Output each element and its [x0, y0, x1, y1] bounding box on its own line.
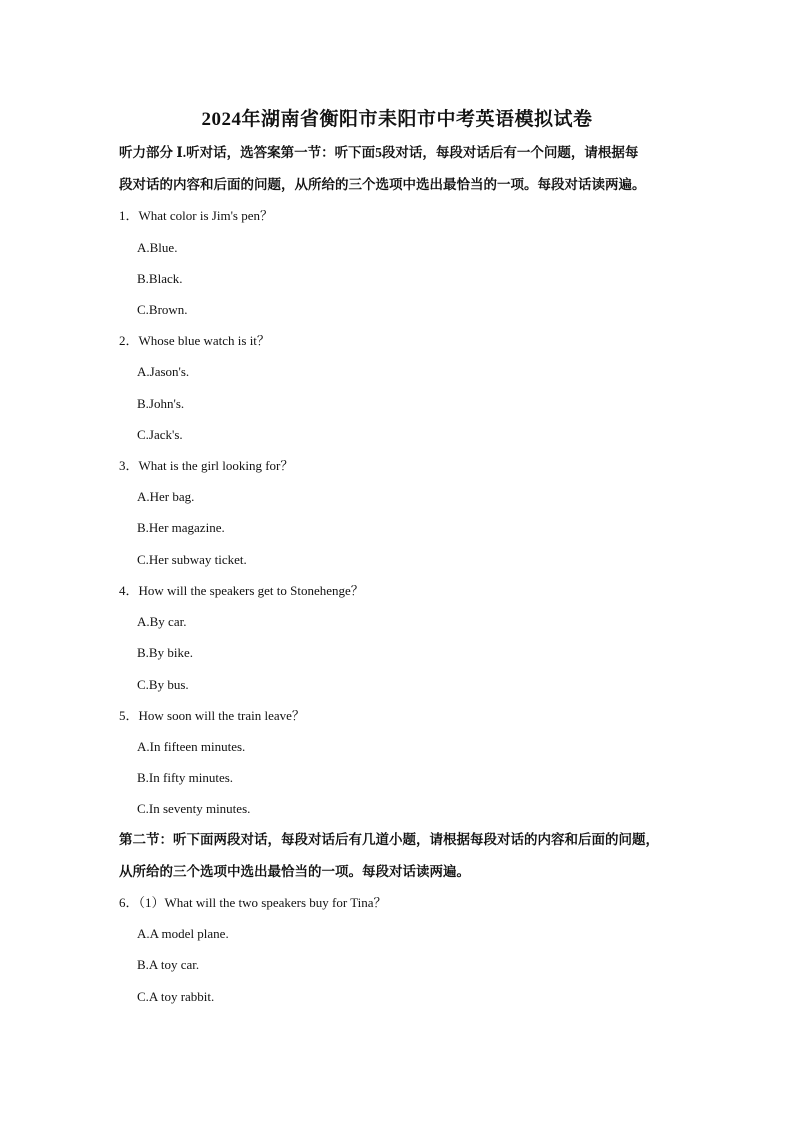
question-6-option-a: A.A model plane.	[137, 926, 229, 941]
question-3-option-b: B.Her magazine.	[137, 520, 225, 535]
section1-intro-line1: 听力部分 Ⅰ.听对话，选答案第一节：听下面5段对话，每段对话后有一个问题，请根据每	[119, 145, 639, 160]
question-4: 4．How will the speakers get to Stonehenge？	[119, 583, 364, 598]
question-5: 5．How soon will the train leave？	[119, 708, 305, 723]
page-title: 2024年湖南省衡阳市耒阳市中考英语模拟试卷	[201, 109, 593, 130]
question-5-option-c: C.In seventy minutes.	[137, 801, 251, 816]
question-2-option-b: B.John's.	[137, 396, 185, 411]
question-2-option-a: A.Jason's.	[137, 364, 190, 379]
question-4-option-b: B.By bike.	[137, 645, 193, 660]
section2-intro-line2: 从所给的三个选项中选出最恰当的一项。每段对话读两遍。	[119, 864, 470, 879]
question-6: 6．（1）What will the two speakers buy for Tina？	[119, 895, 387, 910]
question-6-option-b: B.A toy car.	[137, 957, 200, 972]
section1-intro-line2: 段对话的内容和后面的问题，从所给的三个选项中选出最恰当的一项。每段对话读两遍。	[119, 177, 646, 192]
question-1: 1．What color is Jim's pen？	[119, 208, 273, 223]
question-5-option-a: A.In fifteen minutes.	[137, 739, 246, 754]
question-3-option-a: A.Her bag.	[137, 489, 195, 504]
question-2: 2．Whose blue watch is it？	[119, 333, 270, 348]
question-1-option-c: C.Brown.	[137, 302, 188, 317]
question-1-option-b: B.Black.	[137, 271, 183, 286]
question-4-option-a: A.By car.	[137, 614, 187, 629]
question-3: 3．What is the girl looking for？	[119, 458, 294, 473]
question-2-option-c: C.Jack's.	[137, 427, 183, 442]
question-4-option-c: C.By bus.	[137, 677, 189, 692]
question-3-option-c: C.Her subway ticket.	[137, 552, 247, 567]
question-1-option-a: A.Blue.	[137, 240, 178, 255]
question-6-option-c: C.A toy rabbit.	[137, 989, 215, 1004]
question-5-option-b: B.In fifty minutes.	[137, 770, 234, 785]
section2-intro-line1: 第二节：听下面两段对话，每段对话后有几道小题，请根据每段对话的内容和后面的问题，	[119, 832, 659, 847]
